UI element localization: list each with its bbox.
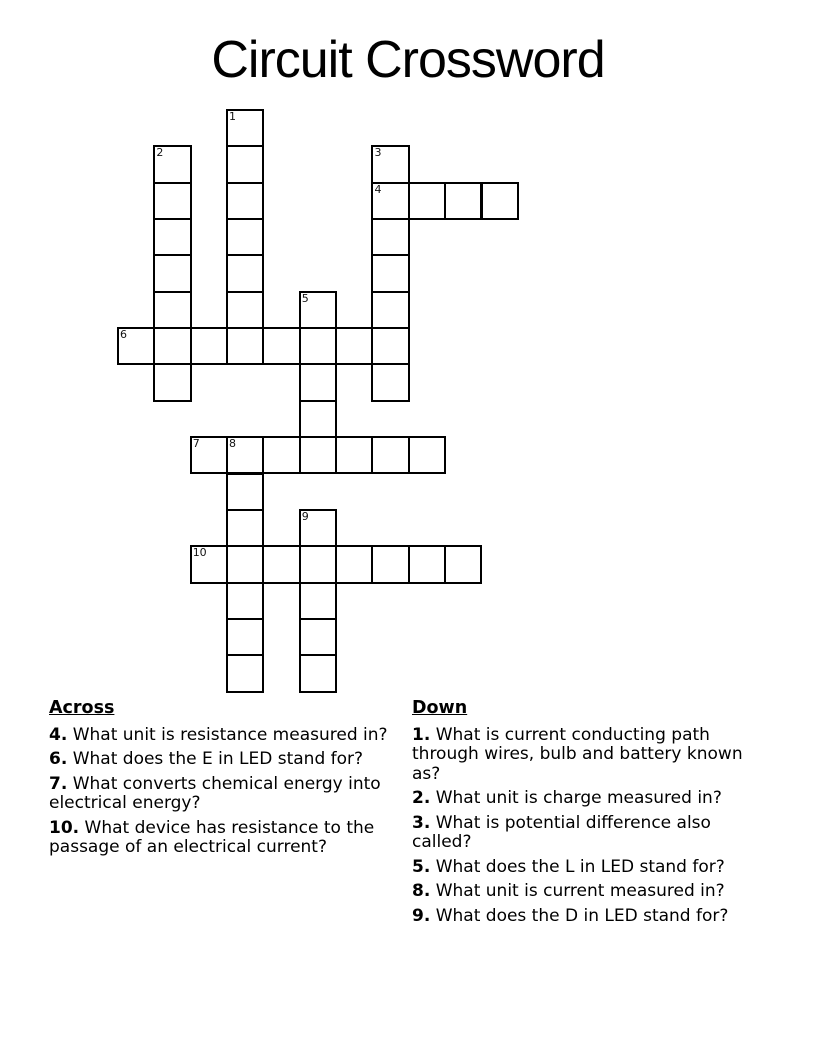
grid-cell — [299, 545, 337, 583]
clue-text: What device has resistance to the passage of an electrical current? — [49, 817, 375, 857]
grid-cell — [299, 363, 337, 401]
grid-cell — [226, 109, 264, 147]
across-clues-section — [49, 699, 399, 863]
down-clue-list — [412, 726, 772, 927]
grid-cell — [226, 327, 264, 365]
grid-cell — [371, 145, 409, 183]
grid-cell — [153, 182, 191, 220]
grid-cell — [153, 145, 191, 183]
grid-cell — [444, 545, 482, 583]
grid-cell — [226, 582, 264, 620]
grid-cell — [444, 182, 482, 220]
grid-cell — [408, 436, 446, 474]
grid-cell — [153, 291, 191, 329]
cell-number: 6 — [120, 328, 127, 342]
clue-text: What is current conducting path through wires, bulb and battery known as? — [412, 724, 743, 784]
grid-cell — [299, 327, 337, 365]
clue-text: What does the L in LED stand for? — [435, 856, 725, 877]
grid-cell — [299, 654, 337, 692]
cell-number: 4 — [374, 182, 382, 196]
cell-number: 2 — [156, 146, 164, 160]
grid-cell — [299, 436, 337, 474]
clue-number: 8. — [412, 881, 431, 901]
grid-cell — [299, 618, 337, 656]
grid-cell — [299, 582, 337, 620]
grid-cell — [262, 327, 300, 365]
grid-cell — [190, 545, 228, 583]
grid-cell — [481, 182, 519, 220]
grid-cell — [371, 218, 409, 256]
grid-cell — [371, 363, 409, 401]
grid-cell — [335, 545, 373, 583]
grid-cell — [190, 327, 228, 365]
clue-text: What is potential difference also called? — [412, 812, 711, 852]
clue-text: What does the E in LED stand for? — [72, 749, 364, 769]
clue-number: 6. — [49, 749, 68, 769]
clue-item — [49, 775, 399, 814]
clue-number: 7. — [49, 773, 68, 794]
cell-number: 3 — [374, 146, 382, 160]
clue-text: What unit is charge measured in? — [435, 788, 722, 808]
grid-cell — [335, 327, 373, 365]
cell-number: 7 — [192, 437, 200, 451]
clue-item — [49, 726, 399, 746]
grid-cell — [153, 363, 191, 401]
down-clues-section — [412, 699, 772, 931]
grid-cell — [226, 254, 264, 292]
clue-item — [412, 882, 772, 902]
grid-cell — [371, 327, 409, 365]
grid-cell — [408, 182, 446, 220]
grid-cell — [371, 254, 409, 292]
grid-cell — [153, 254, 191, 292]
grid-cell — [226, 218, 264, 256]
grid-cell — [226, 473, 264, 511]
grid-cell — [299, 509, 337, 547]
clue-item — [412, 814, 772, 853]
crossword-grid — [117, 109, 519, 693]
across-heading: Across — [49, 698, 115, 718]
grid-cell — [299, 291, 337, 329]
cell-number: 5 — [301, 291, 309, 305]
cell-number: 9 — [301, 509, 309, 523]
grid-cell — [226, 436, 264, 474]
clue-number: 3. — [412, 812, 431, 833]
down-heading: Down — [412, 698, 468, 718]
grid-cell — [153, 327, 191, 365]
grid-cell — [371, 545, 409, 583]
clue-item — [412, 726, 772, 785]
grid-cell — [117, 327, 155, 365]
clue-number: 4. — [49, 724, 68, 745]
clue-item — [49, 819, 399, 858]
grid-cell — [153, 218, 191, 256]
cell-number: 10 — [192, 546, 207, 560]
grid-cell — [371, 436, 409, 474]
grid-cell — [226, 509, 264, 547]
grid-cell — [299, 400, 337, 438]
clue-text: What unit is resistance measured in? — [72, 724, 388, 745]
grid-cell — [226, 654, 264, 692]
clue-item — [412, 907, 772, 927]
clue-number: 9. — [412, 905, 431, 926]
grid-cell — [371, 182, 409, 220]
puzzle-title: Circuit Crossword — [211, 31, 605, 89]
grid-cell — [335, 436, 373, 474]
clue-number: 2. — [412, 788, 431, 808]
across-clue-list — [49, 726, 399, 858]
grid-cell — [371, 291, 409, 329]
clue-number: 5. — [412, 856, 431, 877]
clue-item — [412, 858, 772, 878]
clue-item — [412, 789, 772, 809]
grid-cell — [226, 291, 264, 329]
grid-cell — [226, 145, 264, 183]
clue-item — [49, 750, 399, 770]
clue-number: 1. — [412, 724, 431, 745]
clue-number: 10. — [49, 817, 80, 838]
grid-cell — [226, 618, 264, 656]
grid-cell — [190, 436, 228, 474]
clue-text: What unit is current measured in? — [435, 881, 725, 901]
grid-cell — [262, 436, 300, 474]
clue-text: What converts chemical energy into electrical energy? — [49, 773, 381, 813]
grid-cell — [408, 545, 446, 583]
clue-text: What does the D in LED stand for? — [435, 905, 729, 926]
cell-number: 8 — [229, 437, 237, 451]
cell-number: 1 — [229, 110, 237, 123]
grid-cell — [226, 182, 264, 220]
grid-cell — [226, 545, 264, 583]
grid-cell — [262, 545, 300, 583]
